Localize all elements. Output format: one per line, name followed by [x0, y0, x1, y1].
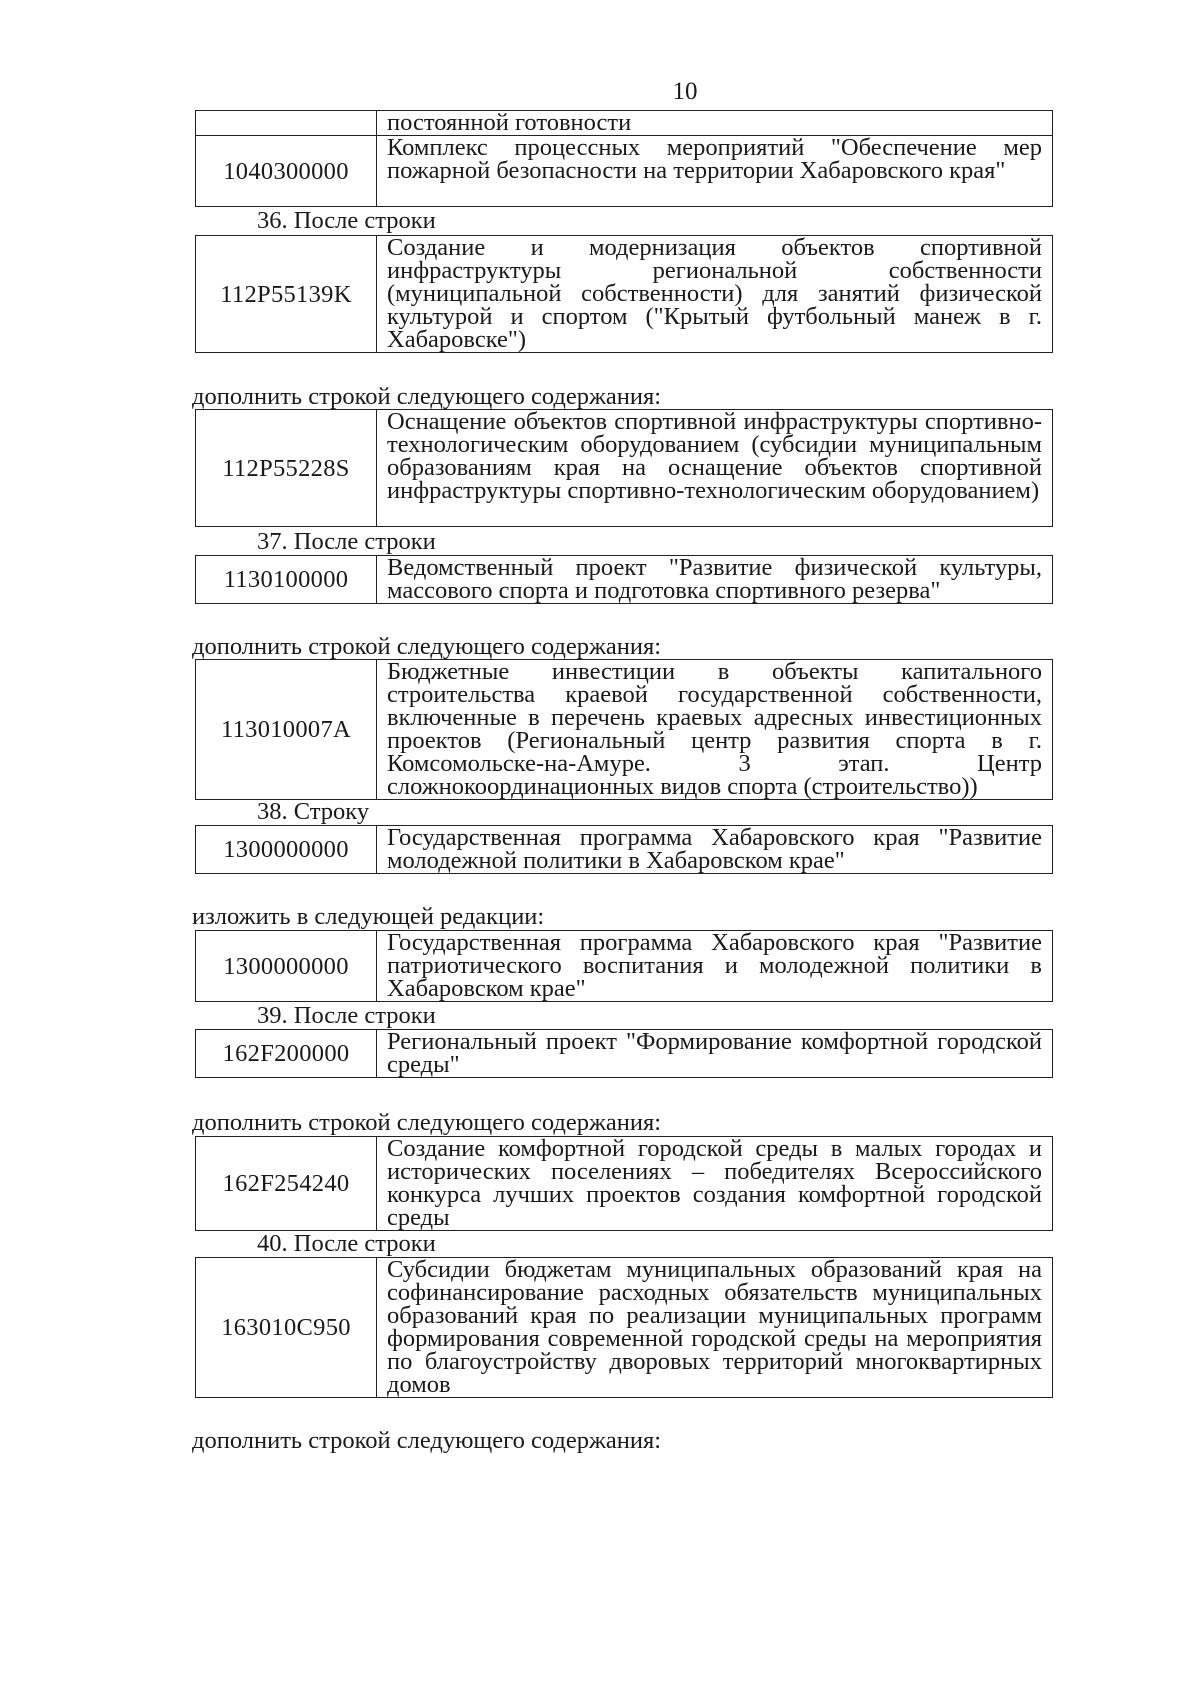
row-code-cell: 1040300000: [196, 136, 377, 207]
table-row: [195, 825, 1053, 874]
instruction-text: 39. После строки: [257, 1002, 436, 1029]
instruction-text: изложить в следующей редакции:: [192, 903, 545, 930]
instruction-text: дополнить строкой следующего содержания:: [192, 383, 662, 410]
instruction-text: 38. Строку: [257, 798, 370, 825]
table-row: [195, 930, 1053, 1002]
table-row: [195, 659, 1053, 800]
table-row: [195, 235, 1053, 353]
table-row: [195, 555, 1053, 604]
page-number: 10: [672, 78, 698, 105]
row-description-cell: Создание и модернизация объектов спортивной инфраструктуры региональной собственности (муниципальной собственности) для занятий физической культурой и спортом ("Крытый футбольный манеж в г. Хабаровске"): [377, 236, 1053, 353]
row-description-cell: Государственная программа Хабаровского края "Развитие патриотического воспитания и молодежной политики в Хабаровском крае": [377, 931, 1053, 1002]
instruction-text: 36. После строки: [257, 207, 436, 234]
table-row: [195, 409, 1053, 527]
instruction-text: 37. После строки: [257, 528, 436, 555]
table-row: [195, 110, 1053, 136]
instruction-text: дополнить строкой следующего содержания:: [192, 1109, 662, 1136]
instruction-text: 40. После строки: [257, 1230, 436, 1257]
row-code-cell: 1300000000: [196, 931, 377, 1002]
row-description-cell: Бюджетные инвестиции в объекты капитального строительства краевой государственной собственности, включенные в перечень краевых адресных инвестиционных проектов (Региональный центр развития спорта в г. Комсомольске-на-Амуре. 3 этап. Центр сложнокоординационных видов спорта (строительство)): [377, 660, 1053, 800]
row-code-cell: 1300000000: [196, 826, 377, 874]
table-row: [195, 1029, 1053, 1078]
row-description-cell: постоянной готовности: [377, 111, 1053, 136]
row-code-cell: 163010С950: [196, 1258, 377, 1398]
row-code-cell: 112P55228S: [196, 410, 377, 527]
table-row: [195, 135, 1053, 207]
table-row: [195, 1257, 1053, 1398]
row-code-cell: 162F254240: [196, 1137, 377, 1231]
row-description-cell: Ведомственный проект "Развитие физической культуры, массового спорта и подготовка спортивного резерва": [377, 556, 1053, 604]
table-row: [195, 1136, 1053, 1231]
row-code-cell: 113010007А: [196, 660, 377, 800]
instruction-text: дополнить строкой следующего содержания:: [192, 1427, 662, 1454]
row-code-cell: [196, 111, 377, 136]
row-description-cell: Оснащение объектов спортивной инфраструктуры спортивно-технологическим оборудованием (субсидии муниципальным образованиям края на оснащение объектов спортивной инфраструктуры спортивно-технологическим оборудованием): [377, 410, 1053, 527]
row-code-cell: 162F200000: [196, 1030, 377, 1078]
row-description-cell: Субсидии бюджетам муниципальных образований края на софинансирование расходных обязательств муниципальных образований края по реализации муниципальных программ формирования современной городской среды на мероприятия по благоустройству дворовых территорий многоквартирных домов: [377, 1258, 1053, 1398]
row-code-cell: 112P55139K: [196, 236, 377, 353]
row-description-cell: Комплекс процессных мероприятий "Обеспечение мер пожарной безопасности на территории Хабаровского края": [377, 136, 1053, 207]
row-description-cell: Региональный проект "Формирование комфортной городской среды": [377, 1030, 1053, 1078]
instruction-text: дополнить строкой следующего содержания:: [192, 633, 662, 660]
row-description-cell: Государственная программа Хабаровского края "Развитие молодежной политики в Хабаровском крае": [377, 826, 1053, 874]
row-description-cell: Создание комфортной городской среды в малых городах и исторических поселениях – победителях Всероссийского конкурса лучших проектов создания комфортной городской среды: [377, 1137, 1053, 1231]
row-code-cell: 1130100000: [196, 556, 377, 604]
